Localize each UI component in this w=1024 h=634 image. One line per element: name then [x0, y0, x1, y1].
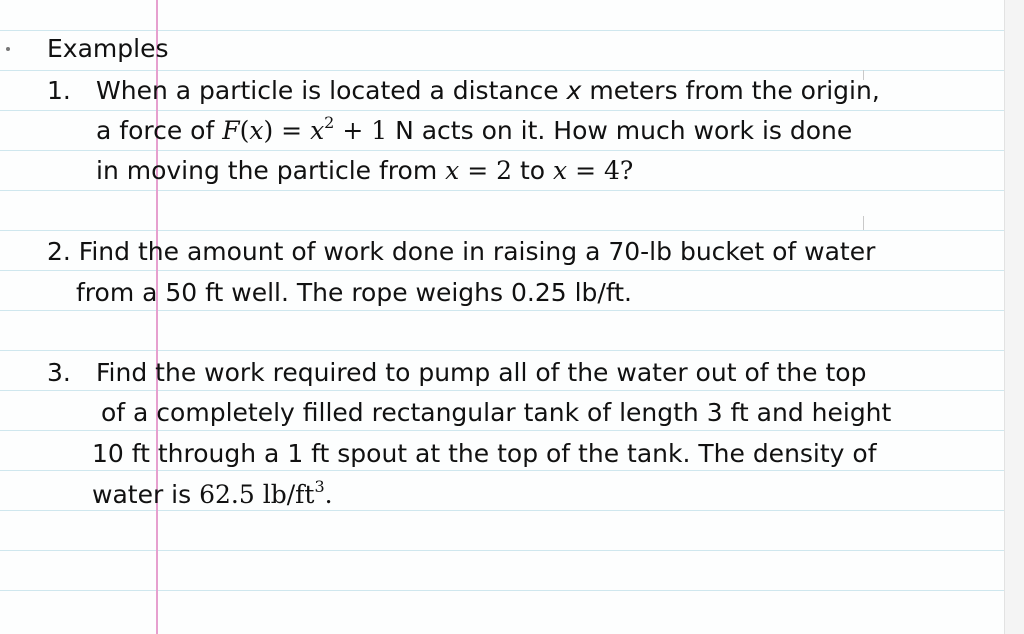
bullet-dot [6, 47, 10, 51]
page-mark [863, 216, 864, 230]
problem-1-line-2: a force of $F(x) = x^2 + 1$ N acts on it. How much work is done [96, 112, 853, 145]
problem-3-number: 3. [47, 358, 71, 387]
problem-3-line-1: Find the work required to pump all of the water out of the top [96, 358, 867, 387]
problem-2-line-1: 2. Find the amount of work done in raising a 70-lb bucket of water [47, 237, 876, 266]
problem-2-line-2: from a 50 ft well. The rope weighs 0.25 lb/ft. [76, 278, 632, 307]
problem-3-line-3: 10 ft through a 1 ft spout at the top of the tank. The density of [92, 439, 877, 468]
page-edge [1004, 0, 1024, 634]
problem-1-line-1: When a particle is located a distance x meters from the origin, [96, 76, 880, 105]
problem-1-line-3: in moving the particle from x = 2 to x = 4? [96, 156, 634, 185]
section-heading: Examples [47, 34, 169, 63]
problem-1-number: 1. [47, 76, 71, 105]
problem-3-line-2: of a completely filled rectangular tank of length 3 ft and height [101, 398, 892, 427]
problem-3-line-4: water is 62.5 $lb/ft^3$. [92, 476, 333, 509]
